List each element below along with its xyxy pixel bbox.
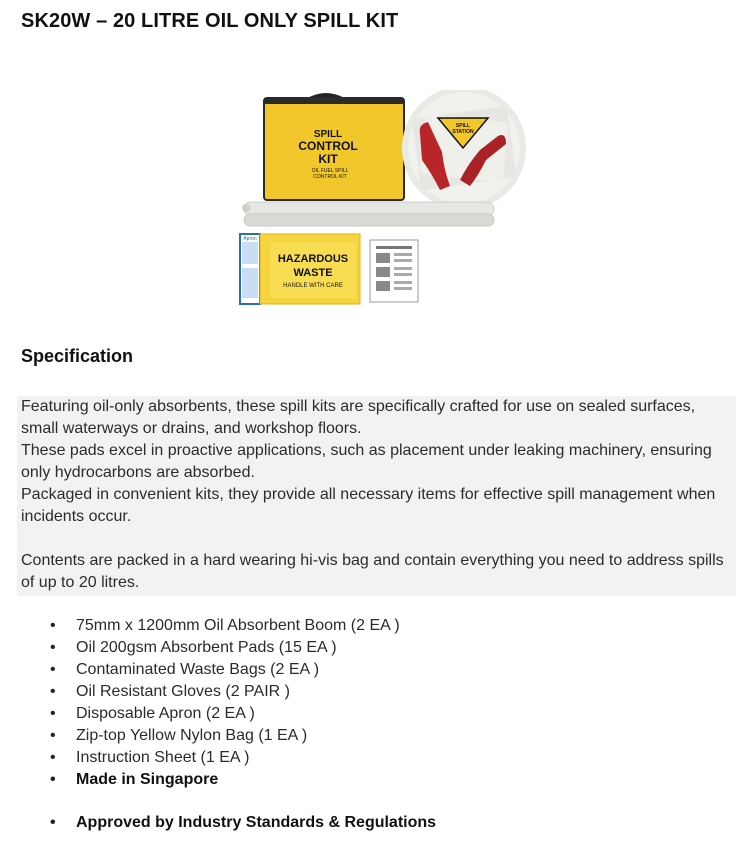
list-item: • Oil Resistant Gloves (2 PAIR )	[44, 681, 436, 703]
instruction-sheet	[370, 240, 418, 302]
list-item: • Disposable Apron (2 EA )	[44, 703, 436, 725]
absorbent-pads	[402, 90, 526, 210]
description-paragraph: Contents are packed in a hard wearing hi-vis bag and contain everything you need to address spills of up to 20 litres.	[21, 552, 724, 591]
specification-description	[17, 396, 736, 596]
kit-contents-list	[44, 615, 436, 834]
bag-sub-label-line1: OIL FUEL SPILL	[311, 168, 349, 174]
list-item: • Zip-top Yellow Nylon Bag (1 EA )	[44, 725, 436, 747]
feature-item: • Made in Singapore	[44, 769, 436, 791]
absorbent-booms	[242, 202, 494, 226]
list-item: • Contaminated Waste Bags (2 EA )	[44, 659, 436, 681]
bag-label-line2: CONTROL	[298, 139, 358, 153]
waste-sub-label: HANDLE WITH CARE	[283, 283, 343, 289]
description-paragraph: Featuring oil-only absorbents, these spill kits are specifically crafted for use on sealed surfaces, small waterways or drains, and workshop floors.	[21, 398, 696, 437]
station-label-line1: SPILL	[455, 123, 471, 129]
feature-item: • Approved by Industry Standards & Regulations	[44, 812, 436, 834]
waste-label-line2: WASTE	[293, 267, 333, 279]
product-title: SK20W – 20 LITRE OIL ONLY SPILL KIT	[21, 10, 399, 32]
specification-heading: Specification	[21, 346, 134, 366]
description-paragraph: Packaged in convenient kits, they provide all necessary items for effective spill management when incidents occur.	[21, 486, 716, 525]
bag-label-line3: KIT	[318, 152, 338, 166]
paragraph-gap	[21, 528, 736, 550]
bag-label-line1: SPILL	[313, 129, 343, 140]
waste-label-line1: HAZARDOUS	[277, 253, 349, 265]
description-paragraph: These pads excel in proactive applications, such as placement under leaking machinery, ensuring only hydrocarbons are absorbed.	[21, 442, 712, 481]
apron-label: Apron	[243, 236, 257, 242]
bag-sub-label-line2: CONTROL KIT	[313, 174, 347, 180]
spill-kit-bag	[264, 95, 404, 200]
waste-bags	[260, 234, 360, 304]
list-item: • 75mm x 1200mm Oil Absorbent Boom (2 EA )	[44, 615, 436, 637]
list-item: • Oil 200gsm Absorbent Pads (15 EA )	[44, 637, 436, 659]
disposable-aprons	[240, 234, 260, 304]
product-image	[236, 90, 532, 310]
list-item: • Instruction Sheet (1 EA )	[44, 747, 436, 769]
station-label-line2: STATION	[452, 129, 474, 135]
